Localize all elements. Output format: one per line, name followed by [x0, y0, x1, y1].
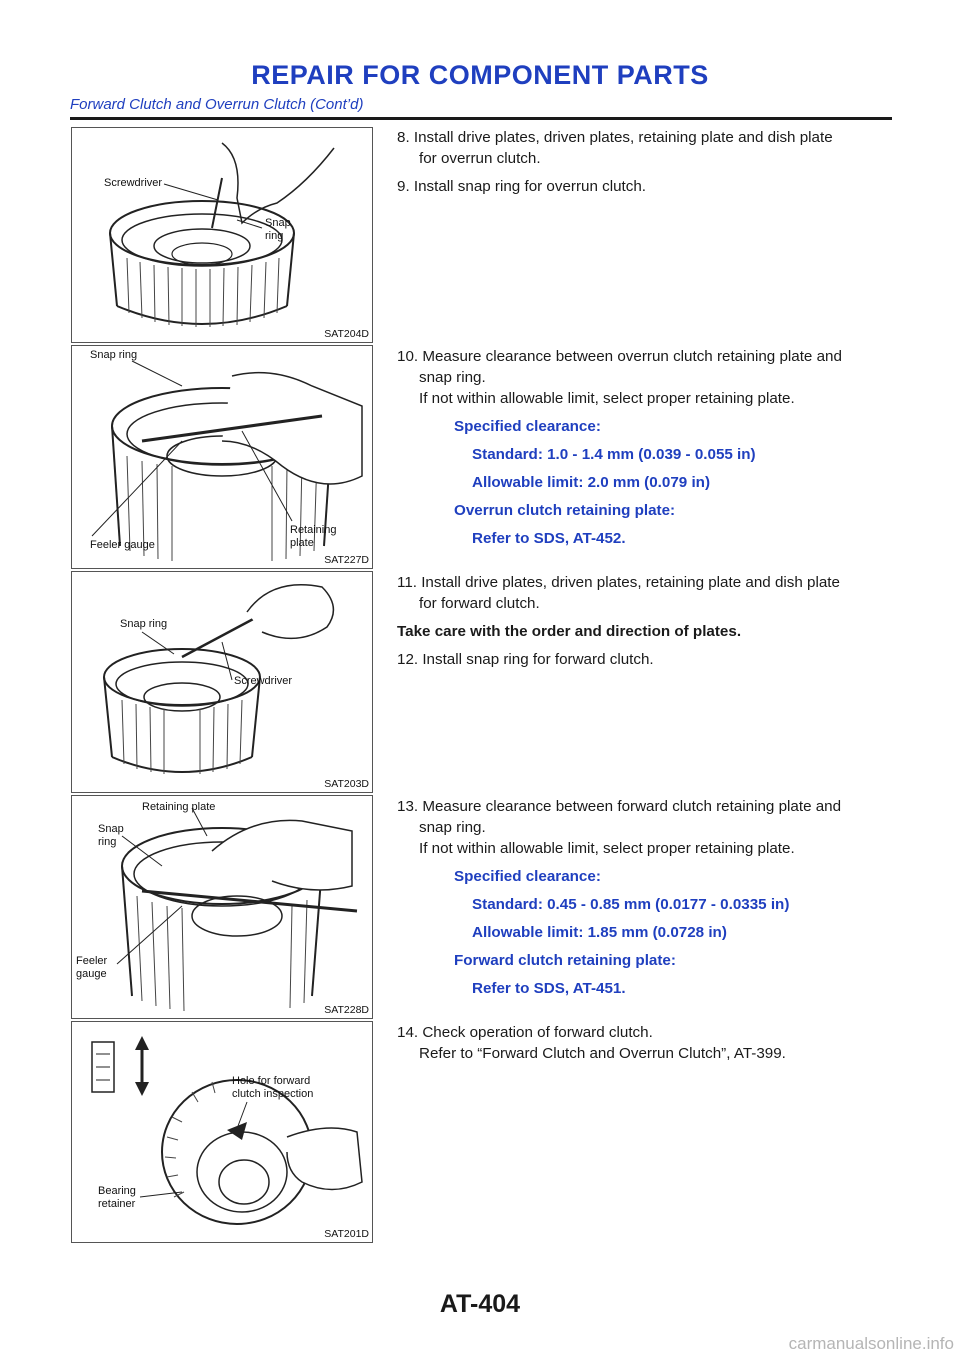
- fig2-label-feeler-gauge: Feeler gauge: [90, 539, 155, 551]
- step-8-cont: for overrun clutch.: [419, 150, 541, 167]
- figure-sat204d: [71, 127, 373, 343]
- figure-sat227d: [71, 345, 373, 569]
- fig3-label-screwdriver: Screwdriver: [234, 675, 293, 687]
- fig1-label-snap: Snap: [265, 217, 291, 229]
- figure-code: SAT203D: [324, 778, 369, 790]
- clutch-snapring-illustration: [72, 572, 372, 792]
- step-10-reference: Refer to SDS, AT-452.: [472, 530, 626, 547]
- fig4-label-feeler: Feeler: [76, 955, 108, 967]
- fig5-label-retainer: retainer: [98, 1198, 136, 1210]
- figure-code: SAT227D: [324, 554, 369, 566]
- step-13: [397, 796, 897, 999]
- figure-code: SAT228D: [324, 1004, 369, 1016]
- step-10-limit: Allowable limit: 2.0 mm (0.079 in): [472, 474, 711, 491]
- step-8-text: 8. Install drive plates, driven plates, retaining plate and dish plate: [397, 129, 833, 146]
- step-10-spec-label: Specified clearance:: [454, 418, 601, 435]
- fig4-label-retaining-plate: Retaining plate: [142, 801, 216, 813]
- step-14: [397, 1022, 897, 1064]
- fig2-label-plate: plate: [290, 537, 314, 549]
- step-12-text: 12. Install snap ring for forward clutch.: [397, 651, 654, 668]
- fig2-label-snap-ring: Snap ring: [90, 349, 138, 361]
- fig4-label-snap: Snap: [98, 823, 124, 835]
- page-title: REPAIR FOR COMPONENT PARTS: [251, 60, 709, 90]
- step-13-spec-label: Specified clearance:: [454, 868, 601, 885]
- clutch-feeler-illustration: [72, 346, 372, 568]
- figure-sat201d: [71, 1021, 373, 1243]
- step-13-standard: Standard: 0.45 - 0.85 mm (0.0177 - 0.0335 in): [472, 896, 790, 913]
- step-10-plate-label: Overrun clutch retaining plate:: [454, 502, 676, 519]
- step-10-note: If not within allowable limit, select proper retaining plate.: [419, 390, 795, 407]
- step-11-12: [397, 572, 897, 670]
- fig3-label-snap-ring: Snap ring: [120, 618, 168, 630]
- step-14-reference: Refer to “Forward Clutch and Overrun Clutch”, AT-399.: [419, 1045, 786, 1062]
- fig1-label-screwdriver: Screwdriver: [104, 177, 163, 189]
- fig4-label-gauge: gauge: [76, 968, 107, 980]
- watermark: carmanualsonline.info: [788, 1334, 954, 1353]
- step-10-cont: snap ring.: [419, 369, 486, 386]
- step-11-cont: for forward clutch.: [419, 595, 540, 612]
- step-13-cont: snap ring.: [419, 819, 486, 836]
- figure-code: SAT204D: [324, 328, 369, 340]
- figure-code: SAT201D: [324, 1228, 369, 1240]
- figure-sat203d: [71, 571, 373, 793]
- step-13-plate-label: Forward clutch retaining plate:: [454, 952, 676, 969]
- step-8-9: [397, 127, 897, 197]
- fig5-label-hole: Hole for forward: [232, 1075, 311, 1087]
- step-13-limit: Allowable limit: 1.85 mm (0.0728 in): [472, 924, 727, 941]
- step-13-reference: Refer to SDS, AT-451.: [472, 980, 626, 997]
- fig4-label-ring: ring: [98, 836, 117, 848]
- step-10-text: 10. Measure clearance between overrun clutch retaining plate and: [397, 348, 842, 365]
- step-13-text: 13. Measure clearance between forward clutch retaining plate and: [397, 798, 842, 815]
- fig5-label-bearing: Bearing: [98, 1185, 136, 1197]
- fig2-label-retaining: Retaining: [290, 524, 337, 536]
- page-subtitle: Forward Clutch and Overrun Clutch (Cont’d): [70, 96, 364, 113]
- step-10-standard: Standard: 1.0 - 1.4 mm (0.039 - 0.055 in): [472, 446, 756, 463]
- step-13-note: If not within allowable limit, select proper retaining plate.: [419, 840, 795, 857]
- clutch-feeler-forward-illustration: [72, 796, 372, 1018]
- page-number: AT-404: [439, 1290, 521, 1318]
- step-9-text: 9. Install snap ring for overrun clutch.: [397, 178, 647, 195]
- fig5-label-clutch-inspection: clutch inspection: [232, 1088, 314, 1100]
- step-11-text: 11. Install drive plates, driven plates, retaining plate and dish plate: [397, 574, 840, 591]
- step-14-text: 14. Check operation of forward clutch.: [397, 1024, 653, 1041]
- fig1-label-ring: ring: [265, 230, 284, 242]
- figure-sat228d: [71, 795, 373, 1019]
- header-rule: [70, 117, 892, 120]
- step-11-caution: Take care with the order and direction of plates.: [397, 623, 742, 640]
- clutch-inspection-illustration: [72, 1022, 372, 1242]
- step-10: [397, 346, 897, 549]
- clutch-drum-illustration: [72, 128, 372, 342]
